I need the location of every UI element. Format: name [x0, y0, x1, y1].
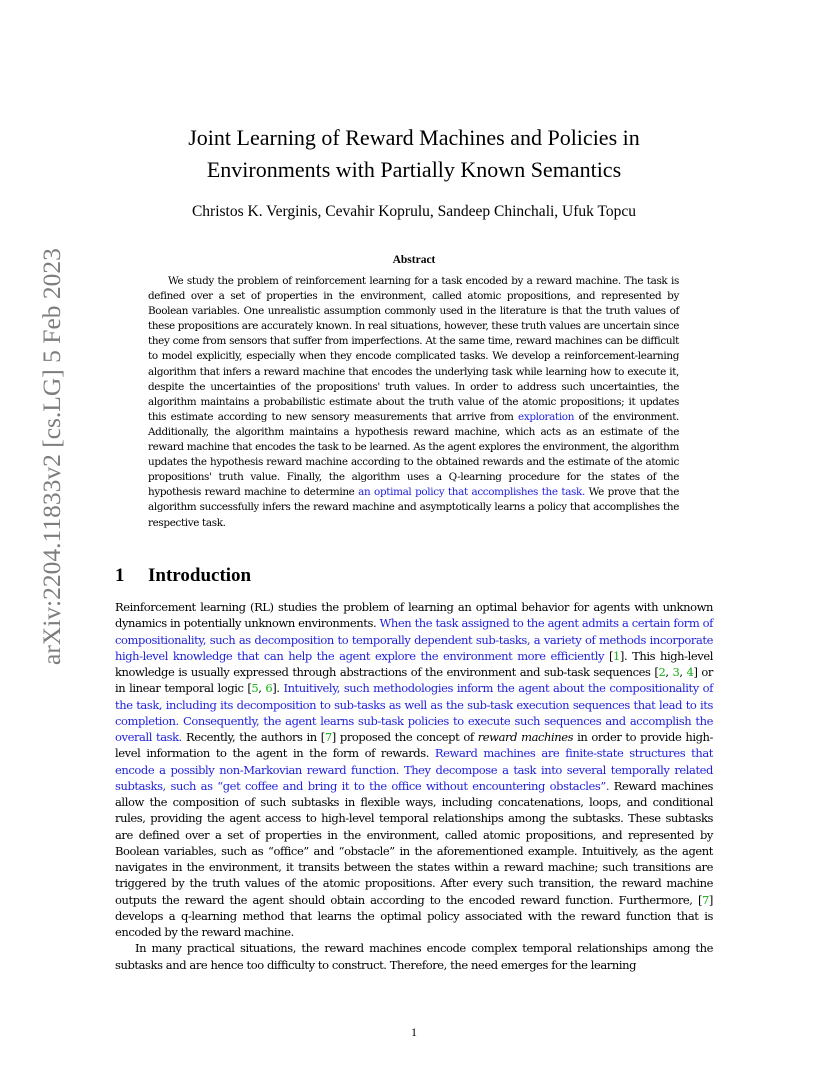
intro-highlight-link[interactable]: When the task assigned to the agent admits a certain form of compositionality, such as decomposition to temporally dependent sub-tasks, a variety of methods incorporate high-level knowledge that can help the agent explore the environment more efficiently [115, 616, 713, 663]
abstract-heading: Abstract [392, 254, 436, 266]
title-line-2: Environments with Partially Known Semantics [206, 157, 622, 182]
abstract-text [148, 274, 679, 531]
section-title: Introduction [148, 565, 252, 586]
abstract-text-2: of the environment. Additionally, the algorithm maintains a hypothesis reward machine, which acts as an estimate of the reward machine that encodes the task to be learned. As the agent explores the environment, the algorithm updates the hypothesis reward machine according to the obtained rewards and the estimate of the atomic propositions' truth value. Finally, the algorithm uses a Q-learning procedure for the states of the hypothesis reward machine to determine [148, 410, 679, 499]
page-number: 1 [411, 1025, 417, 1039]
citation-link[interactable]: 7 [324, 730, 332, 744]
intro-text: [ [604, 648, 614, 663]
intro-text: ]. This high-level knowledge is usually expressed through abstractions of the environment and sub-task sequences [ [115, 648, 713, 679]
intro-text: ] or in linear temporal logic [ [115, 665, 713, 696]
citation-link[interactable]: 2 [658, 665, 666, 679]
intro-text: , [665, 665, 673, 679]
citation-link[interactable]: 7 [702, 892, 709, 907]
abstract-link-optimal-policy[interactable]: an optimal policy that accomplishes the task. [358, 486, 585, 499]
intro-text: Reinforcement learning (RL) studies the problem of learning an optimal behavior for agents with unknown dynamics in potentially unknown environments. [115, 600, 713, 631]
intro-text: Recently, the authors in [ [181, 730, 325, 744]
intro-text: , [258, 681, 266, 696]
intro-text: ] proposed the concept of [331, 730, 478, 744]
intro-text: ] develops a q-learning method that learns the optimal policy associated with the reward function that is encoded by the reward machine. [115, 892, 713, 939]
citation-link[interactable]: 1 [613, 648, 620, 663]
intro-paragraph-1 [115, 599, 713, 940]
intro-text: in order to provide high-level information to the agent in the form of rewards. [115, 730, 713, 761]
abstract-text-1: We study the problem of reinforcement learning for a task encoded by a reward machine. The task is defined over a set of properties in the environment, called atomic propositions, and represented by Boolean variables. One unrealistic assumption commonly used in the literature is that the truth values of these propositions are accurately known. In real situations, however, these truth values are uncertain since they come from sensors that suffer from imperfections. At the same time, reward machines can be difficult to model explicitly, especially when they encode complicated tasks. We develop a reinforcement-learning algorithm that infers a reward machine that encodes the underlying task while learning how to execute it, despite the uncertainties of the propositions' truth values. In order to address such uncertainties, the algorithm maintains a probabilistic estimate about the truth value of the atomic propositions; it updates this estimate according to new sensory measurements that arrive from [148, 275, 679, 423]
citation-link[interactable]: 5 [251, 681, 259, 696]
section-number: 1 [115, 565, 125, 586]
intro-highlight-link[interactable]: Intuitively, such methodologies inform the agent about the compositionality of the task, including its decomposition to sub-tasks as well as the sub-task execution sequences that lead to its completion. Consequently, the agent learns sub-task policies to execute such sequences and accomplish the overall task. [115, 681, 713, 744]
introduction-body [115, 599, 713, 973]
citation-link[interactable]: 6 [265, 681, 273, 696]
author-list: Christos K. Verginis, Cevahir Koprulu, Sandeep Chinchali, Ufuk Topcu [191, 203, 637, 220]
intro-text: , [679, 665, 687, 679]
citation-link[interactable]: 4 [686, 665, 694, 679]
intro-highlight-link[interactable]: Reward machines are finite-state structures that encode a possibly non-Markovian reward function. They decompose a task into several temporally related subtasks, such as “get coffee and bring it to the office without encountering obstacles”. [115, 746, 713, 793]
arxiv-stamp: arXiv:2204.11833v2 [cs.LG] 5 Feb 2023 [37, 248, 66, 665]
intro-text: ]. [272, 681, 284, 696]
intro-text: Reward machines allow the composition of such subtasks in flexible ways, including concatenations, loops, and conditional rules, providing the agent access to high-level temporal relationships among the subtasks. These subtasks are defined over a set of properties in the environment, called atomic propositions, and represented by Boolean variables, such as “office” and “obstacle” in the aforementioned example. Intuitively, as the agent navigates in the environment, it transits between the states within a reward machine; such transitions are triggered by the truth values of the atomic propositions. After every such transition, the reward machine outputs the reward the agent should obtain according to the encoded reward function. Furthermore, [ [115, 778, 714, 907]
title-line-1: Joint Learning of Reward Machines and Policies in [188, 125, 640, 150]
emphasis-reward-machines: reward machines [477, 730, 574, 744]
paper-title [115, 122, 713, 186]
abstract-text-3: We prove that the algorithm successfully infers the reward machine and asymptotically learns a policy that accomplishes the respective task. [148, 486, 679, 529]
abstract-link-exploration[interactable]: exploration [518, 410, 575, 423]
section-heading-introduction [115, 563, 251, 589]
intro-paragraph-2: In many practical situations, the reward machines encode complex temporal relationships among the subtasks and are hence too difficulty to construct. Therefore, the need emerges for the learning [115, 941, 713, 972]
citation-link[interactable]: 3 [672, 665, 680, 679]
